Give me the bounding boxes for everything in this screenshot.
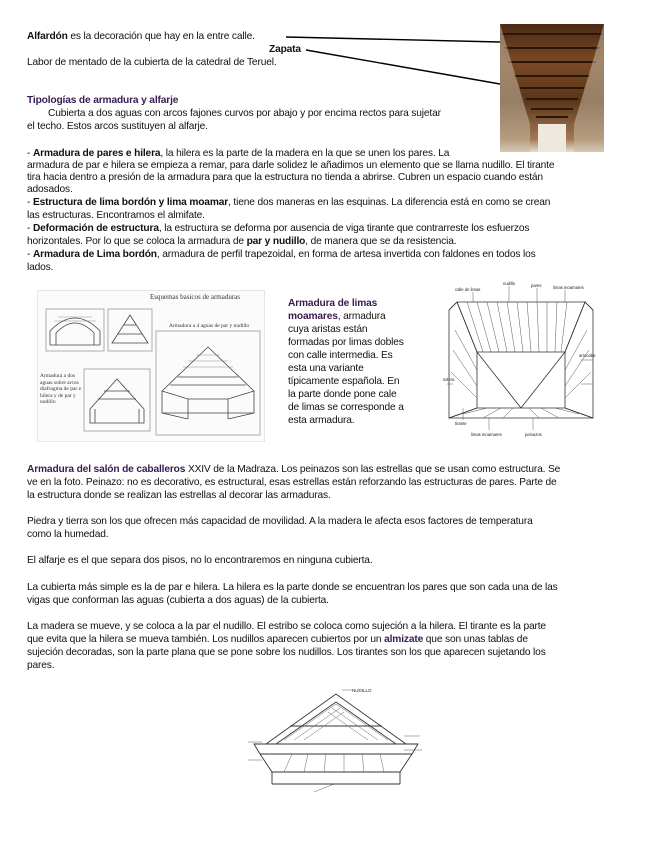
par-nudillo-drawing [244,680,428,800]
madera-line-2-end: que son unas tablas de [423,634,528,645]
bullet-dash: - [27,249,33,260]
bordon-line-2: lados. [27,262,54,273]
diagram-label-nudillo: nudillo [503,281,516,286]
piedra-line-2: como la humedad. [27,529,109,540]
alfardon-term: Alfardón [27,31,68,42]
moamares-line-10: esta armadura. [288,415,355,426]
deform-line-1 [27,223,529,235]
par-nudillo-term: par y nudillo [246,236,306,247]
intro-line-1-text: es la decoración que hay en la entre calle. [67,31,255,42]
leader-lines [248,690,422,792]
moamares-diagram-drawing [443,280,599,446]
p1-line-2: el techo. Estos arcos sustituyen al alfarje. [27,121,208,132]
intro-line-3: Labor de mentado de la cubierta de la catedral de Teruel. [27,57,277,68]
pointer-line-zapata [306,50,500,84]
moamares-line-5: con calle intermedia. Es [288,350,393,361]
sketch-caption-right: Armadura a 4 aguas de par y nudillo [169,323,250,329]
diagram-label-pares: pares [531,283,542,288]
pares-term: Armadura de pares e hilera [32,148,161,159]
diagram-label-tirante: tirante [455,421,467,426]
moamares-title-1: Armadura de limas [288,298,378,309]
lima-line-2: las estructuras. Encontramos el almifate. [27,210,205,221]
diagram-label-limas: limas moamares [553,285,584,290]
pointer-line-alfardon [286,37,500,42]
moamares-line-4: formadas por limas dobles [288,337,404,348]
madera-line-1: La madera se mueve, y se coloca a la par el nudillo. El estribo se coloca como sujeción a la hilera. El tirante es la parte [27,621,546,632]
cubierta-line-1: La cubierta más simple es la de par e hilera. La hilera es la parte donde se encuentran los pares que son cada una de las [27,582,558,593]
diagram-labels [443,281,596,437]
bullet-dash: - [27,197,33,208]
sketch-roof-drawing [108,309,152,351]
bullet-dash: - [27,148,33,159]
diagram-label-solera: solera [443,377,455,382]
lima-line-1-text: , tiene dos maneras en las esquinas. La diferencia está en como se crean [228,197,551,208]
moamares-line-2 [288,311,386,323]
moamares-diagram [443,280,599,446]
sketch-four-slopes-drawing [156,331,260,435]
label-nudillo: NUDILLO [352,688,372,693]
sketch-caption-left: Armadura a dos aguas sobre arcos diafragma de par e hilera y de par y nudillo [40,373,82,405]
deform-line-2-text: horizontales. Por lo que se coloca la armadura de [27,236,247,247]
madera-line-2-text: que evita que la hilera se mueva también. Los nudillos aparecen cubiertos por un [27,634,385,645]
moamares-line-3: cuya aristas están [288,324,368,335]
piedra-line-1: Piedra y tierra son los que ofrecen más capacidad de movilidad. A la madera le afecta esos factores de temperatura [27,516,533,527]
deform-line-2-end: , de manera que se da resistencia. [305,236,457,247]
pares-line-1-text: , la hilera es la parte de la madera en la que se unen los pares. La [160,148,450,159]
lima-line-1 [27,197,550,209]
section-title: Tipologías de armadura y alfarje [27,95,179,106]
diagram-label-peinazos: peinazos [525,432,542,437]
par-nudillo-diagram [244,680,428,800]
sketch-plate [37,290,265,442]
deform-term: Deformación de estructura [32,223,159,234]
pares-line-4: adosados. [27,184,73,195]
moamares-term: moamares [288,311,338,322]
moamares-line-8: la parte donde pone cale [288,389,397,400]
bordon-line-1-text: , armadura de perfil trapezoidal, en forma de artesa invertida con faldones en todos los [156,249,536,260]
moamares-line-2-text: , armadura [337,311,386,322]
diagram-label-limas-2: limas moamares [471,432,502,437]
teruel-ceiling-photo [500,24,604,152]
rafters [284,704,388,772]
salon-term: Armadura del salón de caballeros [27,464,186,475]
sketch-arch-drawing [46,309,104,351]
zapata-label: Zapata [269,44,301,55]
deform-line-2 [27,236,456,248]
cubierta-line-2: vigas que conforman las aguas (cubierta a dos aguas) de la cubierta. [27,595,329,606]
madera-line-4: pares. [27,660,55,671]
bullet-dash: - [27,223,33,234]
moamares-line-7: típicamente española. En [288,376,400,387]
deform-line-1-text: , la estructura se deforma por ausencia de viga tirante que contrarreste los esfuerzos [158,223,530,234]
salon-line-2: ve en la foto. Peinazo: no es decorativo, es estructural, esas estrellas están reforzando las estructuras de pares. Parte de [27,477,557,488]
madera-line-2 [27,634,528,646]
moamares-line-6: esta una variante [288,363,364,374]
alfarje-line: El alfarje es el que separa dos pisos, no lo encontraremos en ninguna cubierta. [27,555,373,566]
p1-line-1: Cubierta a dos aguas con arcos fajones curvos por abajo y por encima rectos para sujetar [48,108,441,119]
pares-line-2: armadura de par e hilera se empieza a remar, para darle solidez le añadimos un elemento que se llama nudillo. El tirante [27,160,555,171]
pares-line-1 [27,148,449,160]
sketch-two-slopes-drawing [84,369,150,431]
salon-line-3: la estructura donde se realizan las estrellas al decorar las armaduras. [27,490,331,501]
moamares-line-9: de limas se corresponde a [288,402,404,413]
lima-term: Estructura de lima bordón y lima moamar [32,197,229,208]
sketch-hatching [54,317,233,367]
salon-line-1 [27,464,560,476]
madera-line-3: sujeción decoradas, son la parte plana que se pone sobre los nudillos. Los tirantes son los que aparecen sujetando los [27,647,546,658]
almizate-term: almizate [384,634,424,645]
salon-line-1-text: XXIV de la Madraza. Los peinazos son las estrellas que se usan como estructura. Se [185,464,561,475]
diagram-label-arrocabe: arrocabe [579,353,596,358]
pares-line-3: tira hacia dentro a presión de la armadura para que la estructura no tienda a abrirse. Cubren un espacio cuando están [27,172,543,183]
sketch-title: Esquemas basicos de armaduras [150,293,240,301]
bordon-term: Armadura de Lima bordón [32,249,157,260]
sketch-drawings [38,291,264,441]
bordon-line-1 [27,249,536,261]
ceiling-photo-drawing [500,24,604,152]
diagram-label-calle: calle de limas [455,287,481,292]
diagram-rafters [451,302,591,418]
